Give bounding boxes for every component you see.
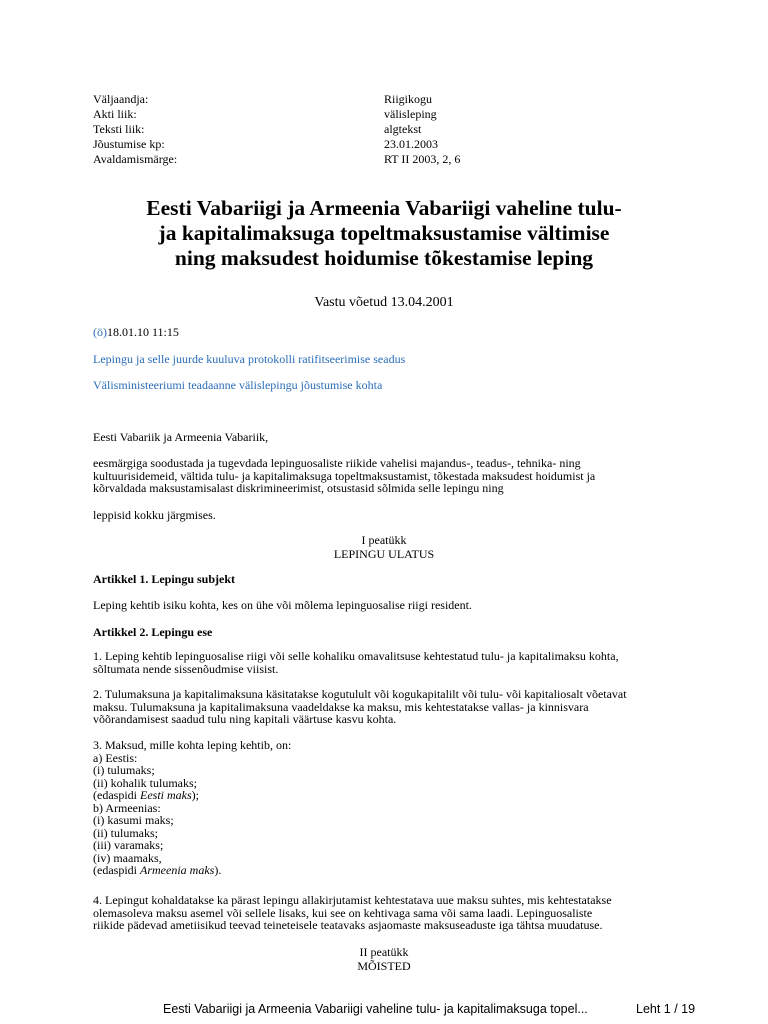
title-line: Eesti Vabariigi ja Armeenia Vabariigi vaheline tulu- bbox=[146, 196, 622, 220]
metadata-label: Jõustumise kp: bbox=[93, 137, 165, 151]
metadata-value: RT II 2003, 2, 6 bbox=[384, 152, 461, 166]
article-heading: Artikkel 1. Lepingu subjekt bbox=[93, 572, 236, 586]
adoption-date: Vastu võetud 13.04.2001 bbox=[314, 295, 454, 310]
metadata-label: Väljaandja: bbox=[93, 92, 149, 106]
article-paragraph bbox=[93, 894, 673, 932]
article-heading: Artikkel 2. Lepingu ese bbox=[93, 625, 213, 639]
list-item: (iv) maamaks, bbox=[93, 850, 162, 865]
text-fragment: ). bbox=[214, 863, 222, 877]
text-line: riikide pädevad ametiisikud teevad teineteisele teatavaks asjaomaste maksuseaduste iga tähtsa muudatuse. bbox=[93, 918, 603, 932]
text-fragment: (edaspidi bbox=[93, 863, 140, 877]
document-metadata bbox=[93, 92, 653, 167]
list-item: (iii) varamaks; bbox=[93, 838, 164, 852]
chapter-number: II peatükk bbox=[359, 945, 409, 959]
text-line: 4. Lepingut kohaldatakse ka pärast lepingu allakirjutamist kehtestatava uue maksu suhtes, mis kehtestatakse bbox=[93, 893, 612, 907]
text-line: kõrvaldada maksustamisalast diskrimineerimist, otsustasid sõlmida selle lepingu ning bbox=[93, 481, 504, 495]
text-fragment: (edaspidi bbox=[93, 788, 140, 802]
metadata-value: algtekst bbox=[384, 122, 422, 136]
preamble-parties: Eesti Vabariik ja Armeenia Vabariik, bbox=[93, 430, 269, 444]
article-paragraph bbox=[93, 650, 673, 675]
metadata-row-publisher bbox=[93, 92, 653, 107]
text-line: eesmärgiga soodustada ja tugevdada lepinguosaliste riikide vahelisi majandus-, teadus-, tehnika- ning bbox=[93, 456, 581, 470]
title-line: ning maksudest hoidumise tõkestamise leping bbox=[174, 246, 594, 270]
text-line: 1. Leping kehtib lepinguosalise riigi või selle kohaliku omavalitsuse kehtestatud tulu- ja kapitalimaksu kohta, bbox=[93, 649, 619, 663]
document-title bbox=[90, 196, 678, 271]
article-paragraph bbox=[93, 688, 673, 726]
chapter-title: MÕISTED bbox=[357, 959, 411, 973]
chapter-title: LEPINGU ULATUS bbox=[333, 547, 435, 561]
text-line: 2. Tulumaksuna ja kapitalimaksuna käsitatakse kogutulult või kogukapitalilt või tulu- või kapitaliosalt võetavat bbox=[93, 687, 627, 701]
revision-link[interactable]: (ö) bbox=[93, 325, 107, 339]
metadata-value: välisleping bbox=[384, 107, 437, 121]
text-line: olemasoleva maksu asemel või sellele lisaks, kui see on kehtivaga sama või sama laadi. Lepinguosaliste bbox=[93, 905, 593, 920]
chapter-heading bbox=[0, 533, 768, 561]
chapter-heading bbox=[0, 945, 768, 973]
list-item: b) Armeenias: bbox=[93, 800, 161, 815]
text-line: maksu. Tulumaksuna ja kapitalimaksuna vaadeldakse ka maksu, mis kehtestatakse vallas- ja kinnisvara bbox=[93, 699, 589, 714]
ministry-notice-link[interactable]: Välisministeeriumi teadaanne välislepingu jõustumise kohta bbox=[93, 378, 383, 392]
chapter-number: I peatükk bbox=[361, 533, 407, 547]
text-line: sõltumata nende sissenõudmise viisist. bbox=[93, 661, 279, 676]
preamble-purpose bbox=[93, 457, 673, 495]
footer-title: Eesti Vabariigi ja Armeenia Vabariigi vaheline tulu- ja kapitalimaksuga topel... bbox=[163, 1002, 588, 1016]
preamble-agreed: leppisid kokku järgmises. bbox=[93, 508, 216, 522]
metadata-row-entry-into-force bbox=[93, 137, 653, 152]
metadata-label: Avaldamismärge: bbox=[93, 152, 178, 166]
list-item: a) Eestis: bbox=[93, 750, 138, 765]
metadata-value: Riigikogu bbox=[384, 92, 433, 106]
page-footer bbox=[0, 1002, 768, 1018]
metadata-label: Teksti liik: bbox=[93, 122, 145, 136]
defined-term: Eesti maks bbox=[140, 788, 192, 802]
metadata-value: 23.01.2003 bbox=[384, 137, 438, 151]
title-line: ja kapitalimaksuga topeltmaksustamise vältimise bbox=[158, 221, 610, 245]
metadata-row-publication bbox=[93, 152, 653, 167]
tax-list bbox=[93, 739, 673, 877]
list-item: (i) tulumaks; bbox=[93, 763, 155, 777]
text-line: võõrandamisest saadud tulu ning kapitali väärtuse kasvu kohta. bbox=[93, 712, 397, 726]
text-line: 3. Maksud, mille kohta leping kehtib, on: bbox=[93, 738, 292, 752]
article-text: Leping kehtib isiku kohta, kes on ühe või mõlema lepinguosalise riigi resident. bbox=[93, 598, 472, 612]
list-item bbox=[93, 864, 673, 877]
page-number: Leht 1 / 19 bbox=[636, 1002, 696, 1016]
revision-line bbox=[93, 325, 179, 340]
list-item bbox=[93, 789, 673, 802]
list-item: (ii) kohalik tulumaks; bbox=[93, 775, 197, 790]
metadata-row-text-type bbox=[93, 122, 653, 137]
text-fragment: ); bbox=[191, 788, 199, 802]
text-line: kultuurisidemeid, vältida tulu- ja kapitalimaksuga topeltmaksustamist, tõkestada maksudest hoidumist ja bbox=[93, 468, 596, 483]
metadata-row-act-type bbox=[93, 107, 653, 122]
ratification-act-link[interactable]: Lepingu ja selle juurde kuuluva protokolli ratifitseerimise seadus bbox=[93, 352, 406, 366]
list-item: (i) kasumi maks; bbox=[93, 813, 174, 827]
revision-timestamp: 18.01.10 11:15 bbox=[107, 325, 179, 339]
list-item: (ii) tulumaks; bbox=[93, 825, 158, 840]
defined-term: Armeenia maks bbox=[140, 863, 215, 877]
metadata-label: Akti liik: bbox=[93, 107, 137, 121]
